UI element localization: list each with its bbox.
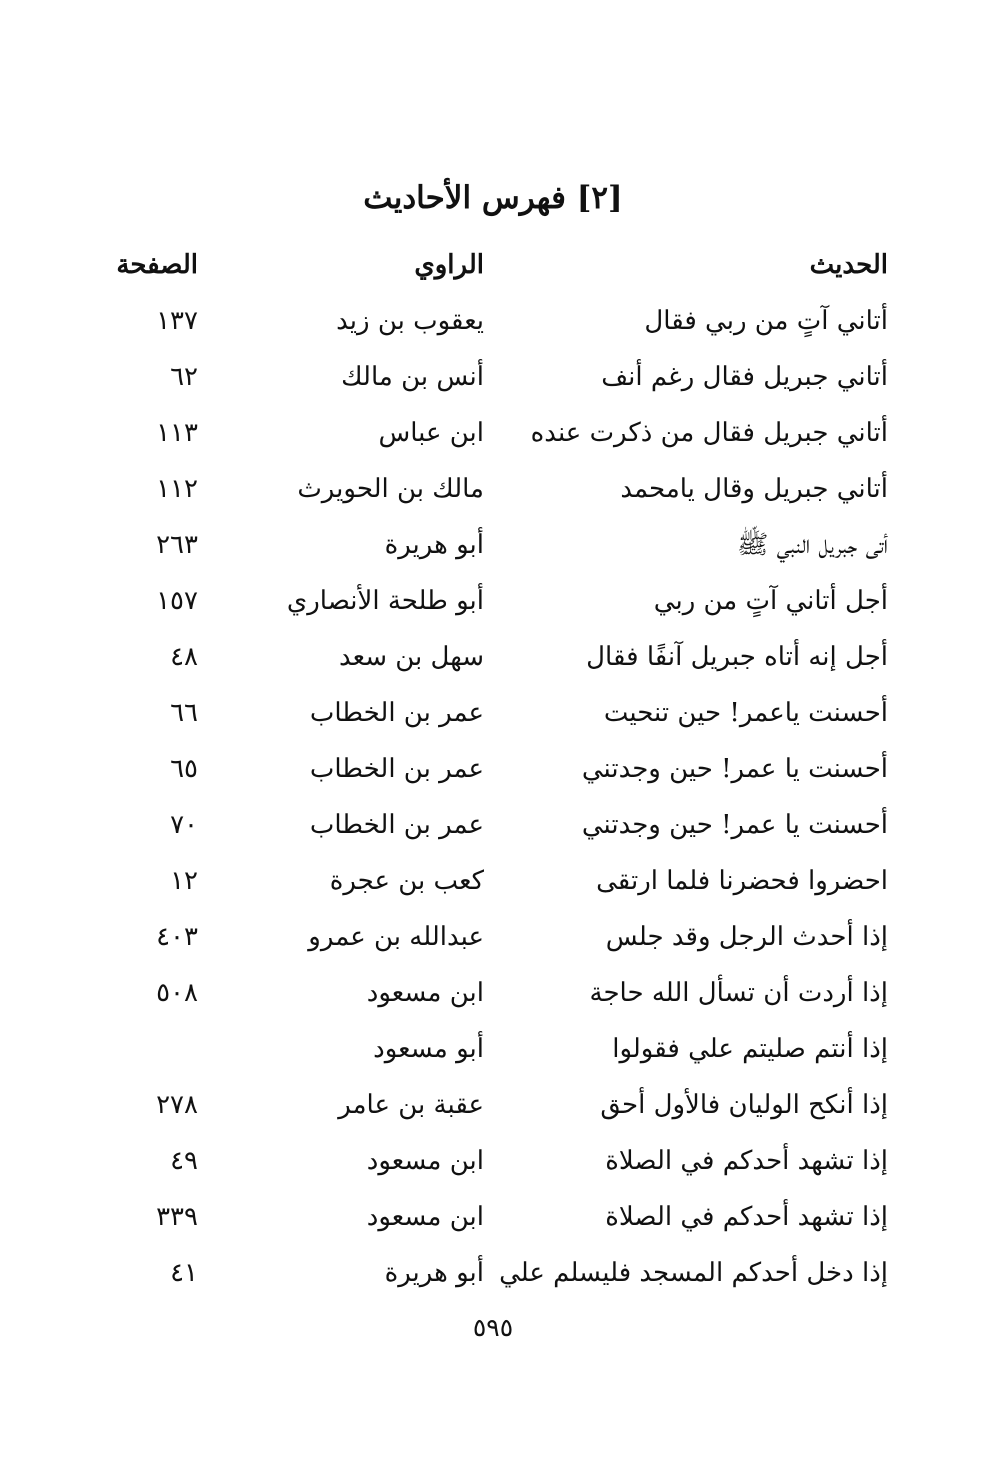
page-ref: ١٥٧ (156, 586, 198, 616)
page-ref: ٢٧٨ (156, 1090, 198, 1120)
hadith-text: إذا تشهد أحدكم في الصلاة (605, 1202, 888, 1232)
page-ref: ٤٩ (170, 1146, 198, 1176)
narrator-name: أبو هريرة (384, 530, 484, 560)
narrator-name: يعقوب بن زيد (336, 306, 484, 336)
page-ref: ٧٠ (170, 810, 198, 840)
page-ref: ١١٣ (156, 418, 198, 448)
hadith-text: أتاني آتٍ من ربي فقال (644, 306, 888, 336)
table-row (0, 1136, 986, 1186)
hadith-text: إذا تشهد أحدكم في الصلاة (605, 1146, 888, 1176)
narrator-name: عقبة بن عامر (338, 1090, 484, 1120)
hadith-text: أحسنت يا عمر! حين وجدتني (581, 810, 888, 840)
hadith-text: أتاني جبريل فقال رغم أنف (601, 362, 888, 392)
narrator-name: أنس بن مالك (341, 362, 484, 392)
hadith-text: أتاني جبريل وقال يامحمد (620, 474, 888, 504)
table-row (0, 800, 986, 850)
table-row (0, 1024, 986, 1074)
header-page: الصفحة (116, 250, 198, 280)
narrator-name: ابن عباس (378, 418, 484, 448)
narrator-name: عمر بن الخطاب (309, 698, 484, 728)
table-row (0, 968, 986, 1018)
hadith-text: إذا أنتم صليتم علي فقولوا (612, 1034, 888, 1064)
narrator-name: أبو هريرة (384, 1258, 484, 1288)
page-ref: ٦٥ (170, 754, 198, 784)
table-row (0, 520, 986, 570)
table-row (0, 632, 986, 682)
hadith-text: أتى جبريل النبي ﷺ (736, 530, 888, 560)
hadith-text: إذا دخل أحدكم المسجد فليسلم علي (499, 1258, 888, 1288)
narrator-name: أبو طلحة الأنصاري (286, 586, 484, 616)
page-ref: ٢٦٣ (156, 530, 198, 560)
hadith-text: أتاني جبريل فقال من ذكرت عنده (530, 418, 888, 448)
hadith-text: إذا أحدث الرجل وقد جلس (605, 922, 888, 952)
hadith-text: إذا أنكح الوليان فالأول أحق (600, 1090, 888, 1120)
narrator-name: عبدالله بن عمرو (308, 922, 484, 952)
index-title: [٢] فهرس الأحاديث (363, 180, 623, 216)
page-ref: ١١٢ (156, 474, 198, 504)
hadith-text: أحسنت ياعمر! حين تنحيت (603, 698, 888, 728)
table-row (0, 856, 986, 906)
narrator-name: ابن مسعود (366, 1202, 484, 1232)
page-ref: ٦٦ (170, 698, 198, 728)
table-row (0, 912, 986, 962)
table-row (0, 1192, 986, 1242)
header-narrator: الراوي (414, 250, 484, 280)
hadith-text: أجل أتاني آتٍ من ربي (653, 586, 888, 616)
table-row (0, 744, 986, 794)
narrator-name: ابن مسعود (366, 978, 484, 1008)
hadith-text: احضروا فحضرنا فلما ارتقى (596, 866, 888, 896)
table-row (0, 1248, 986, 1298)
header-hadith: الحديث (809, 250, 888, 280)
page-number: ٥٩٥ (472, 1313, 514, 1342)
page-ref: ٤٨ (170, 642, 198, 672)
narrator-name: كعب بن عجرة (329, 866, 484, 896)
page-ref: ٣٣٩ (156, 1202, 198, 1232)
narrator-name: أبو مسعود (373, 1034, 484, 1064)
table-row (0, 408, 986, 458)
narrator-name: عمر بن الخطاب (309, 754, 484, 784)
narrator-name: سهل بن سعد (339, 642, 484, 672)
narrator-name: عمر بن الخطاب (309, 810, 484, 840)
table-row (0, 688, 986, 738)
table-header (0, 240, 986, 290)
table-row (0, 464, 986, 514)
table-row (0, 1080, 986, 1130)
page-ref: ١٢ (170, 866, 198, 896)
hadith-text: إذا أردت أن تسأل الله حاجة (589, 978, 888, 1008)
table-row (0, 296, 986, 346)
page-ref: ٦٢ (170, 362, 198, 392)
table-row (0, 576, 986, 626)
narrator-name: ابن مسعود (366, 1146, 484, 1176)
page-ref: ٥٠٨ (156, 978, 198, 1008)
page-ref: ٤١ (170, 1258, 198, 1288)
page-ref: ٤٠٣ (156, 922, 198, 952)
hadith-text: أحسنت يا عمر! حين وجدتني (581, 754, 888, 784)
hadith-text: أجل إنه أتاه جبريل آنفًا فقال (586, 642, 888, 672)
page-ref: ١٣٧ (156, 306, 198, 336)
narrator-name: مالك بن الحويرث (297, 474, 484, 504)
table-row (0, 352, 986, 402)
